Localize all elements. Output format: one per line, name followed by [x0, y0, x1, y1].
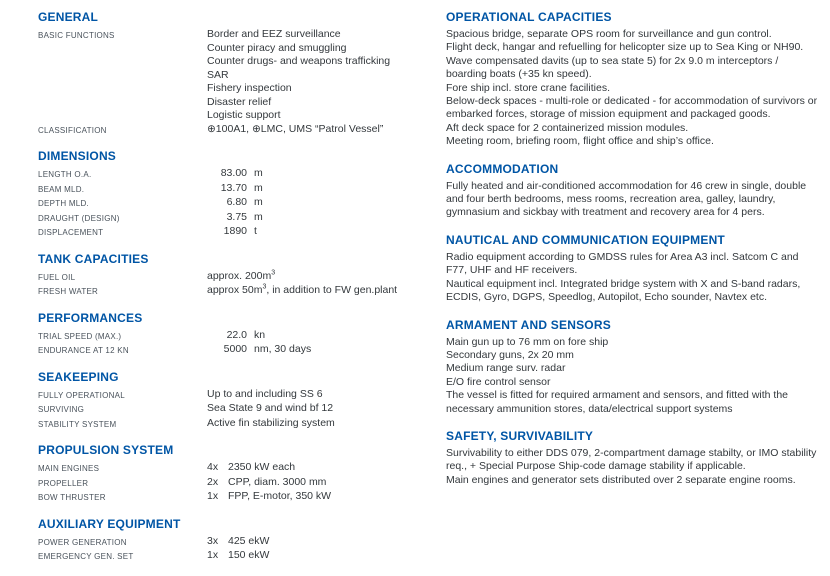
spec-row-endurance — [38, 343, 437, 358]
spec-row-beam — [38, 182, 437, 197]
paragraph: Main gun up to 76 mm on fore ship — [446, 335, 609, 348]
section-title-accommodation: ACCOMMODATION — [446, 161, 559, 176]
spec-value — [207, 123, 437, 137]
paragraph: Aft deck space for 2 containerized mission modules. — [446, 121, 689, 134]
section-title-performances: PERFORMANCES — [38, 310, 143, 325]
superscript: 3 — [271, 269, 276, 276]
right-column — [446, 10, 822, 576]
paragraph: Medium range surv. radar — [446, 362, 566, 375]
left-column — [38, 10, 437, 576]
paragraph: Below-deck spaces - multi-role or dedicated - for accommodation of survivors or embarked forces, storage of mission equipment and packaged goods. — [446, 95, 818, 121]
spec-label: BOW THRUSTER — [38, 493, 106, 502]
paragraph: The vessel is fitted for required armament and sensors, and fitted with the necessary ammunition stores, data/electrical support systems — [446, 389, 789, 415]
spec-row-fresh-water — [38, 284, 437, 299]
spec-row-trial-speed — [38, 329, 437, 344]
spec-row-stability-system — [38, 417, 437, 432]
spec-label: PROPELLER — [38, 478, 89, 488]
spec-row-bow-thruster — [38, 490, 437, 505]
value-line: Fishery inspection — [207, 82, 292, 94]
section-title-safety-survivability: SAFETY, SURVIVABILITY — [446, 428, 594, 443]
spec-row-draught — [38, 211, 437, 226]
spec-label: POWER GENERATION — [38, 537, 127, 547]
section-general — [38, 10, 437, 137]
spec-value — [207, 417, 437, 431]
value-unit: m — [254, 181, 263, 194]
spec-value — [207, 182, 437, 196]
value-line: Logistic support — [207, 109, 281, 121]
spec-label: STABILITY SYSTEM — [38, 419, 117, 429]
spec-value — [207, 402, 437, 416]
paragraph: Radio equipment according to GMDSS rules for Area A3 incl. Satcom C and F77, UHF and HF receivers. — [446, 250, 799, 277]
spec-value — [207, 225, 437, 239]
spec-value — [207, 28, 437, 123]
section-auxiliary — [38, 517, 437, 564]
spec-value — [207, 535, 437, 549]
paragraph: Flight deck, hangar and refuelling for helicopter size up to Sea King or NH90. — [446, 41, 804, 54]
spec-value — [207, 476, 437, 490]
value-multiplier: 2x — [207, 475, 219, 488]
value-unit: t — [254, 225, 257, 237]
value-number: 1890 — [223, 225, 247, 237]
value-line: SAR — [207, 68, 229, 81]
value-unit: m — [254, 196, 263, 208]
section-accommodation — [446, 162, 822, 220]
spec-label: FUEL OIL — [38, 272, 76, 282]
spec-row-emergency-gen-set — [38, 549, 437, 564]
section-title-auxiliary: AUXILIARY EQUIPMENT — [38, 516, 181, 531]
spec-value — [207, 196, 437, 210]
value-number: 13.70 — [220, 181, 247, 194]
value-number: 83.00 — [220, 167, 247, 179]
spec-value — [207, 167, 437, 181]
section-title-dimensions: DIMENSIONS — [38, 149, 117, 163]
section-seakeeping — [38, 370, 437, 432]
section-dimensions — [38, 149, 437, 240]
value-text: Sea State 9 and wind bf 12 — [207, 402, 334, 414]
paragraph: Meeting room, briefing room, flight office and ship’s office. — [446, 135, 714, 148]
value-line: Counter drugs- and weapons trafficking — [207, 55, 391, 67]
spec-label: DISPLACEMENT — [38, 228, 104, 237]
value-text: 150 ekW — [228, 549, 270, 561]
spec-value — [207, 490, 437, 504]
spec-label: SURVIVING — [38, 405, 85, 414]
spec-label: EMERGENCY GEN. SET — [38, 552, 134, 561]
spec-label: TRIAL SPEED (MAX.) — [38, 331, 122, 341]
paragraph: Secondary guns, 2x 20 mm — [446, 348, 574, 361]
spec-label: DRAUGHT (DESIGN) — [38, 213, 120, 223]
spec-row-main-engines — [38, 461, 437, 476]
value-multiplier: 1x — [207, 490, 219, 502]
value-multiplier: 3x — [207, 534, 219, 547]
paragraph: Fore ship incl. store crane facilities. — [446, 81, 610, 94]
value-line: Disaster relief — [207, 95, 272, 108]
section-title-armament-sensors: ARMAMENT AND SENSORS — [446, 317, 611, 332]
section-title-general: GENERAL — [38, 10, 99, 24]
section-propulsion — [38, 443, 437, 505]
spec-row-fuel-oil — [38, 270, 437, 285]
section-performances — [38, 311, 437, 358]
spec-label: FULLY OPERATIONAL — [38, 390, 125, 400]
paragraph: Wave compensated davits (up to sea state 5) for 2x 9.0 m interceptors / boarding boats (+35 kn speed). — [446, 54, 779, 81]
spec-row-power-generation — [38, 535, 437, 550]
section-safety-survivability — [446, 429, 822, 487]
paragraph: E/O fire control sensor — [446, 375, 551, 388]
value-number: 6.80 — [226, 196, 247, 208]
section-title-nautical-communication: NAUTICAL AND COMMUNICATION EQUIPMENT — [446, 232, 725, 247]
section-operational-capacities — [446, 10, 822, 149]
value-text: CPP, diam. 3000 mm — [228, 475, 327, 488]
spec-label: BEAM MLD. — [38, 184, 85, 194]
spec-label: BASIC FUNCTIONS — [38, 31, 115, 40]
spec-row-length — [38, 167, 437, 182]
value-unit: m — [254, 210, 263, 223]
spec-label: CLASSIFICATION — [38, 125, 107, 135]
value-multiplier: 1x — [207, 549, 219, 561]
value-unit: m — [254, 167, 263, 179]
spec-row-depth — [38, 196, 437, 211]
spec-value — [207, 329, 437, 343]
spec-label: FRESH WATER — [38, 287, 99, 296]
value-text: approx 50m — [207, 284, 263, 296]
section-title-seakeeping: SEAKEEPING — [38, 369, 119, 384]
spec-value — [207, 388, 437, 402]
spec-value — [207, 343, 437, 357]
spec-value — [207, 549, 437, 563]
paragraph: Survivability to either DDS 079, 2-compartment damage stabilty, or IMO stability req., + Special Purpose Ship-code damage stability if applicable. — [446, 446, 817, 473]
spec-row-surviving — [38, 402, 437, 417]
section-title-propulsion: PROPULSION SYSTEM — [38, 443, 174, 457]
superscript: 3 — [262, 283, 267, 291]
section-tank-capacities — [38, 252, 437, 299]
spec-label: ENDURANCE AT 12 KN — [38, 346, 129, 355]
value-text: Up to and including SS 6 — [207, 387, 323, 400]
spec-row-propeller — [38, 476, 437, 491]
spec-label: DEPTH MLD. — [38, 199, 89, 208]
classification-notation: ⊕100A1, ⊕LMC, UMS “Patrol Vessel” — [207, 122, 384, 135]
value-text: approx. 200m — [207, 269, 272, 282]
spec-value — [207, 211, 437, 225]
paragraph: Nautical equipment incl. Integrated bridge system with X and S-band radars, ECDIS, Gyro, DGPS, Speedlog, Autopilot, Echo sounder, Navtex etc. — [446, 277, 801, 304]
section-nautical-communication — [446, 233, 822, 305]
value-unit: kn — [254, 328, 266, 341]
spec-row-classification — [38, 123, 437, 138]
value-unit: nm, 30 days — [254, 343, 312, 355]
spec-value — [207, 270, 437, 284]
value-number: 22.0 — [226, 328, 247, 341]
spec-label: LENGTH O.A. — [38, 170, 92, 179]
value-number: 3.75 — [226, 210, 247, 223]
value-multiplier: 4x — [207, 461, 219, 473]
value-text: Active fin stabilizing system — [207, 416, 335, 429]
spec-row-fully-operational — [38, 388, 437, 403]
spec-row-displacement — [38, 225, 437, 240]
spec-label: MAIN ENGINES — [38, 464, 100, 473]
value-line: Border and EEZ surveillance — [207, 28, 341, 40]
section-title-tank-capacities: TANK CAPACITIES — [38, 251, 149, 266]
section-title-operational-capacities: OPERATIONAL CAPACITIES — [446, 10, 612, 24]
value-text: FPP, E-motor, 350 kW — [228, 490, 332, 502]
spec-value — [207, 461, 437, 475]
section-armament-sensors — [446, 318, 822, 416]
spec-row-basic-functions — [38, 28, 437, 123]
value-text: 2350 kW each — [228, 461, 296, 473]
paragraph: Main engines and generator sets distributed over 2 separate engine rooms. — [446, 473, 796, 486]
value-text: 425 ekW — [228, 534, 270, 547]
value-number: 5000 — [223, 343, 247, 355]
value-text-rest: , in addition to FW gen.plant — [266, 284, 398, 296]
value-line: Counter piracy and smuggling — [207, 41, 347, 54]
spec-value — [207, 284, 437, 298]
paragraph: Spacious bridge, separate OPS room for surveillance and gun control. — [446, 28, 772, 40]
paragraph: Fully heated and air-conditioned accommodation for 46 crew in single, double and four berth bedrooms, mess rooms, recreation area, galley, laundry, gymnasium and sickbay with treatment and recovery area for 4 pers. — [446, 179, 807, 219]
